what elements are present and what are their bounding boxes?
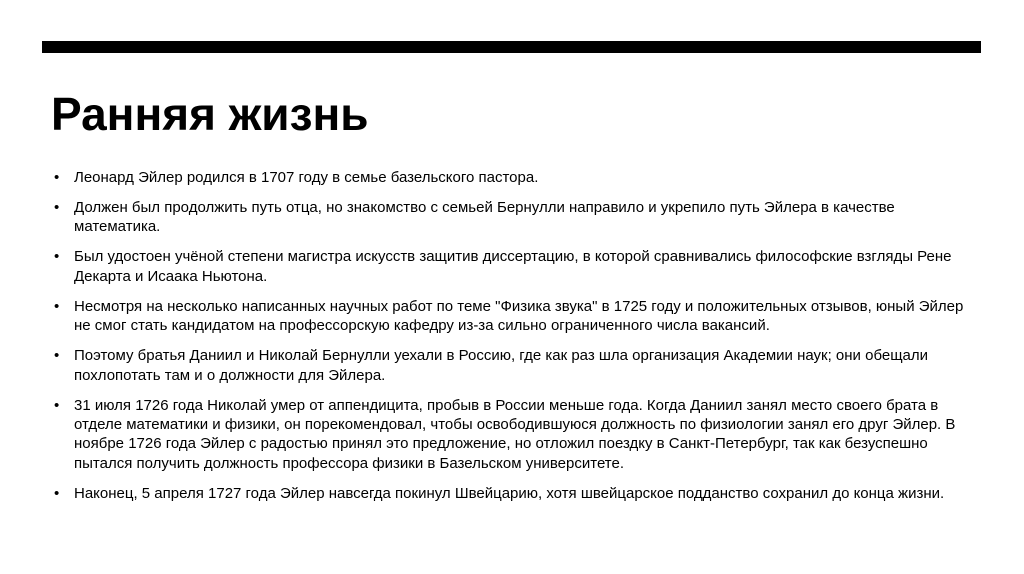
bullet-text: 31 июля 1726 года Николай умер от аппендицита, пробыв в России меньше года. Когда Даниил занял место своего брата в отделе математики и физики, он порекомендовал, чтобы освободившуюся должность по физиологии занял его друг Эйлер. В ноябре 1726 года Эйлер с радостью принял это предложение, но отложил поездку в Санкт-Петербург, так как безуспешно пытался получить должность профессора физики в Базельском университете. — [74, 396, 956, 472]
bullet-item — [51, 247, 981, 286]
bullet-icon: • — [54, 169, 60, 186]
header-bar — [42, 41, 981, 53]
bullet-icon: • — [54, 484, 60, 502]
bullet-list — [51, 168, 981, 514]
bullet-icon: • — [54, 297, 60, 315]
bullet-text: Леонард Эйлер родился в 1707 году в семье базельского пастора. — [74, 169, 539, 186]
bullet-icon: • — [54, 347, 60, 365]
bullet-text: Несмотря на несколько написанных научных работ по теме "Физика звука" в 1725 году и положительных отзывов, юный Эйлер не смог стать кандидатом на профессорскую кафедру из-за сильно ограниченного числа вакансий. — [74, 297, 964, 335]
bullet-item — [51, 198, 981, 237]
bullet-item — [51, 168, 981, 187]
bullet-icon: • — [54, 248, 60, 266]
bullet-item — [51, 297, 981, 336]
bullet-text: Должен был продолжить путь отца, но знакомство с семьей Бернулли направило и укрепило путь Эйлера в качестве математика. — [74, 199, 895, 236]
bullet-icon: • — [54, 396, 60, 414]
bullet-item — [51, 396, 981, 474]
bullet-icon: • — [54, 199, 60, 216]
slide-title: Ранняя жизнь — [51, 88, 369, 140]
bullet-text: Поэтому братья Даниил и Николай Бернулли уехали в Россию, где как раз шла организация Академии наук; они обещали похлопотать там и о должности для Эйлера. — [74, 347, 929, 384]
bullet-item — [51, 484, 981, 503]
bullet-text: Наконец, 5 апреля 1727 года Эйлер навсегда покинул Швейцарию, хотя швейцарское подданство сохранил до конца жизни. — [74, 484, 945, 502]
bullet-text: Был удостоен учёной степени магистра искусств защитив диссертацию, в которой сравнивались философские взгляды Рене Декарта и Исаака Ньютона. — [74, 248, 952, 285]
bullet-item — [51, 346, 981, 385]
